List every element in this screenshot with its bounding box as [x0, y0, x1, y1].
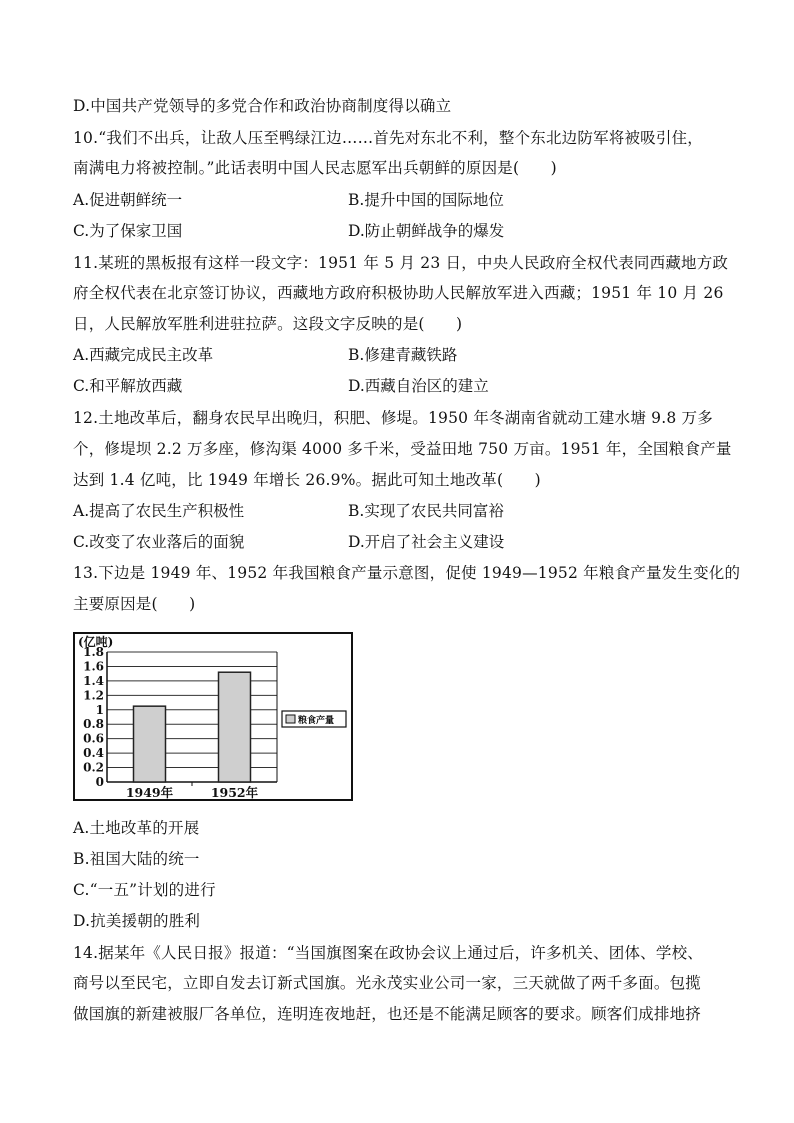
legend-swatch — [286, 715, 295, 723]
y-tick-label: 1 — [95, 702, 104, 717]
grain-output-chart-svg — [73, 632, 353, 802]
y-tick-label: 0.4 — [83, 746, 104, 761]
q13-stem-line1: 13.下边是 1949 年、1952 年我国粮食产量示意图，促使 1949—1952 年粮食产量发生变化的 — [73, 564, 741, 582]
y-tick-label: 1.2 — [83, 688, 104, 703]
q12-stem-line3: 达到 1.4 亿吨，比 1949 年增长 26.9%。据此可知土地改革( ) — [73, 471, 541, 489]
grain-output-chart — [73, 632, 353, 802]
q13-stem-line2: 主要原因是( ) — [73, 595, 196, 613]
q10-option-a: A.促进朝鲜统一 — [73, 191, 183, 209]
q11-option-c: C.和平解放西藏 — [73, 377, 183, 395]
q10-stem-line2: 南满电力将被控制。”此话表明中国人民志愿军出兵朝鲜的原因是( ) — [73, 159, 557, 177]
q13-option-b: B.祖国大陆的统一 — [73, 850, 200, 868]
q11-option-b: B.修建青藏铁路 — [348, 346, 458, 364]
y-tick-label: 1.8 — [83, 645, 104, 659]
legend-label: 粮食产量 — [298, 716, 335, 726]
q12-stem-line2: 个，修堤坝 2.2 万多座，修沟渠 4000 多千米，受益田地 750 万亩。1951 年，全国粮食产量 — [73, 440, 732, 458]
x-tick-label: 1952年 — [210, 785, 259, 800]
q12-option-c: C.改变了农业落后的面貌 — [73, 533, 245, 551]
q10-stem-line1: 10.“我们不出兵，让敌人压至鸭绿江边……首先对东北不利，整个东北边防军将被吸引住， — [73, 129, 703, 147]
q12-stem-line1: 12.土地改革后，翻身农民早出晚归，积肥、修堤。1950 年冬湖南省就动工建水塘 9.8 万多 — [73, 409, 713, 427]
bar — [134, 706, 166, 782]
q10-option-d: D.防止朝鲜战争的爆发 — [348, 222, 505, 240]
q11-stem-line3: 日，人民解放军胜利进驻拉萨。这段文字反映的是( ) — [73, 315, 463, 333]
q13-option-d: D.抗美援朝的胜利 — [73, 912, 201, 930]
q9-option-d: D.中国共产党领导的多党合作和政治协商制度得以确立 — [73, 97, 452, 115]
y-tick-label: 0.6 — [83, 731, 104, 746]
q10-option-b: B.提升中国的国际地位 — [348, 191, 504, 209]
y-axis-label: (亿吨) — [78, 635, 114, 649]
q14-stem-line3: 做国旗的新建被服厂各单位，连明连夜地赶，也还是不能满足顾客的要求。顾客们成排地挤 — [73, 1005, 702, 1023]
q11-option-a: A.西藏完成民主改革 — [73, 346, 214, 364]
q13-option-c: C.“一五”计划的进行 — [73, 881, 216, 899]
y-tick-label: 1.4 — [83, 673, 104, 688]
y-tick-label: 1.6 — [83, 659, 104, 674]
bar — [219, 672, 251, 782]
y-tick-label: 0 — [95, 775, 104, 789]
q12-option-d: D.开启了社会主义建设 — [348, 533, 505, 551]
q12-option-a: A.提高了农民生产积极性 — [73, 502, 245, 520]
x-tick-label: 1949年 — [125, 785, 174, 800]
q11-option-d: D.西藏自治区的建立 — [348, 377, 489, 395]
y-tick-label: 0.8 — [83, 717, 104, 732]
q10-option-c: C.为了保家卫国 — [73, 222, 183, 240]
q14-stem-line2: 商号以至民宅，立即自发去订新式国旗。光永茂实业公司一家，三天就做了两千多面。包揽 — [73, 974, 702, 992]
q14-stem-line1: 14.据某年《人民日报》报道：“当国旗图案在政协会议上通过后，许多机关、团体、学校、 — [73, 944, 703, 962]
q13-option-a: A.土地改革的开展 — [73, 819, 200, 837]
q11-stem-line2: 府全权代表在北京签订协议，西藏地方政府积极协助人民解放军进入西藏；1951 年 10 月 26 — [73, 284, 724, 302]
q12-option-b: B.实现了农民共同富裕 — [348, 502, 504, 520]
q11-stem-line1: 11.某班的黑板报有这样一段文字：1951 年 5 月 23 日，中央人民政府全权代表同西藏地方政 — [73, 254, 729, 272]
y-tick-label: 0.2 — [83, 760, 104, 775]
